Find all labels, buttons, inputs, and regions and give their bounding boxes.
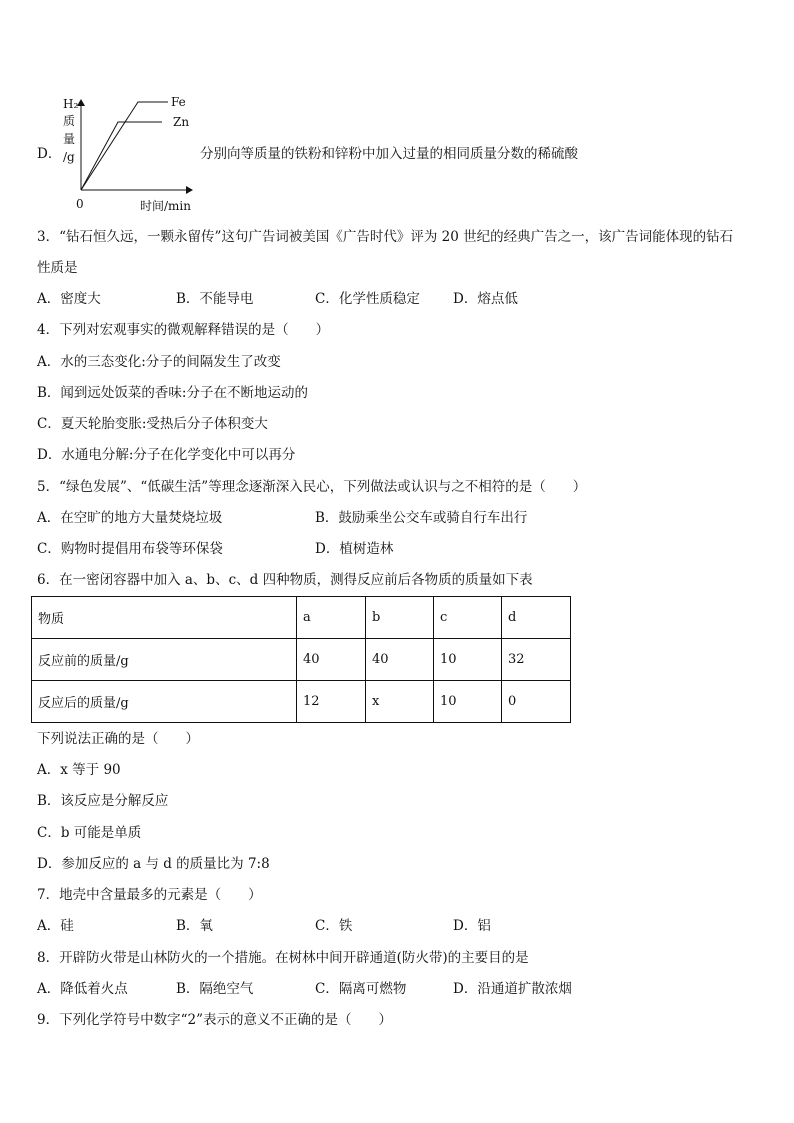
hydrogen-mass-graph (60, 92, 200, 217)
q6-option-c: C．b 可能是单质 (37, 825, 142, 841)
option-d-description: 分别向等质量的铁粉和锌粉中加入过量的相同质量分数的稀硫酸 (200, 146, 578, 162)
q3-option-c: C．化学性质稳定 (315, 291, 420, 307)
option-d-label: D． (37, 146, 62, 162)
table-cell: a (297, 597, 366, 639)
table-cell: x (366, 681, 434, 723)
q3-text-line1: 3．“钻石恒久远，一颗永留传”这句广告词被美国《广告时代》评为 20 世纪的经典广告之一，该广告词能体现的钻石 (37, 229, 734, 245)
origin-label: 0 (76, 197, 84, 211)
y-label-unit: /g (63, 150, 75, 164)
q7-text: 7．地壳中含量最多的元素是（ ） (37, 887, 262, 903)
q5-option-a: A．在空旷的地方大量焚烧垃圾 (37, 510, 223, 526)
table-cell: 反应前的质量/g (32, 639, 297, 681)
table-cell: d (502, 597, 571, 639)
table-cell: 10 (434, 639, 502, 681)
q3-option-d: D．熔点低 (453, 291, 518, 307)
q9-text: 9．下列化学符号中数字“2”表示的意义不正确的是（ ） (37, 1012, 392, 1028)
zn-line (81, 122, 162, 190)
q5-text: 5．“绿色发展”、“低碳生活”等理念逐渐深入民心，下列做法或认识与之不相符的是（ ） (37, 479, 587, 495)
q7-option-c: C．铁 (315, 918, 353, 934)
table-cell: 40 (297, 639, 366, 681)
q8-text: 8．开辟防火带是山林防火的一个措施。在树林中间开辟通道(防火带)的主要目的是 (37, 950, 529, 966)
table-cell: 反应后的质量/g (32, 681, 297, 723)
q4-option-d: D．水通电分解:分子在化学变化中可以再分 (37, 447, 296, 463)
zn-label: Zn (173, 115, 190, 129)
table-cell: 40 (366, 639, 434, 681)
fe-label: Fe (171, 95, 186, 109)
q6-option-a: A．x 等于 90 (37, 762, 121, 778)
q7-option-a: A．硅 (37, 918, 74, 934)
q6-option-d: D．参加反应的 a 与 d 的质量比为 7:8 (37, 856, 270, 872)
q7-option-d: D．铝 (453, 918, 491, 934)
q4-option-c: C．夏天轮胎变胀:受热后分子体积变大 (37, 416, 268, 432)
table-row (32, 597, 571, 639)
q4-text: 4．下列对宏观事实的微观解释错误的是（ ） (37, 322, 330, 338)
table-cell: 物质 (32, 597, 297, 639)
q8-option-b: B．隔绝空气 (176, 981, 254, 997)
y-label-zhi: 质 (63, 114, 76, 128)
table-row (32, 639, 571, 681)
fe-line (81, 102, 168, 190)
q7-option-b: B．氧 (176, 918, 213, 934)
table-cell: c (434, 597, 502, 639)
y-label-h2: H₂ (63, 97, 79, 111)
q5-option-d: D．植树造林 (315, 541, 394, 557)
q3-option-a: A．密度大 (37, 291, 101, 307)
mass-table (31, 596, 571, 723)
x-label: 时间/min (140, 199, 191, 213)
q5-option-c: C．购物时提倡用布袋等环保袋 (37, 541, 223, 557)
q6-question: 下列说法正确的是（ ） (37, 731, 199, 747)
q6-option-b: B．该反应是分解反应 (37, 793, 169, 809)
q6-text: 6．在一密闭容器中加入 a、b、c、d 四种物质，测得反应前后各物质的质量如下表 (37, 572, 533, 588)
table-cell: 0 (502, 681, 571, 723)
table-cell: 10 (434, 681, 502, 723)
table-cell: b (366, 597, 434, 639)
y-label-liang: 量 (63, 132, 76, 146)
q3-option-b: B．不能导电 (176, 291, 254, 307)
q4-option-b: B．闻到远处饭菜的香味:分子在不断地运动的 (37, 385, 308, 401)
table-cell: 12 (297, 681, 366, 723)
table-cell: 32 (502, 639, 571, 681)
q8-option-c: C．隔离可燃物 (315, 981, 407, 997)
q3-text-line2: 性质是 (37, 260, 78, 276)
q8-option-a: A．降低着火点 (37, 981, 128, 997)
q8-option-d: D．沿通道扩散浓烟 (453, 981, 572, 997)
q4-option-a: A．水的三态变化:分子的间隔发生了改变 (37, 354, 281, 370)
table-row (32, 681, 571, 723)
q5-option-b: B．鼓励乘坐公交车或骑自行车出行 (315, 510, 528, 526)
